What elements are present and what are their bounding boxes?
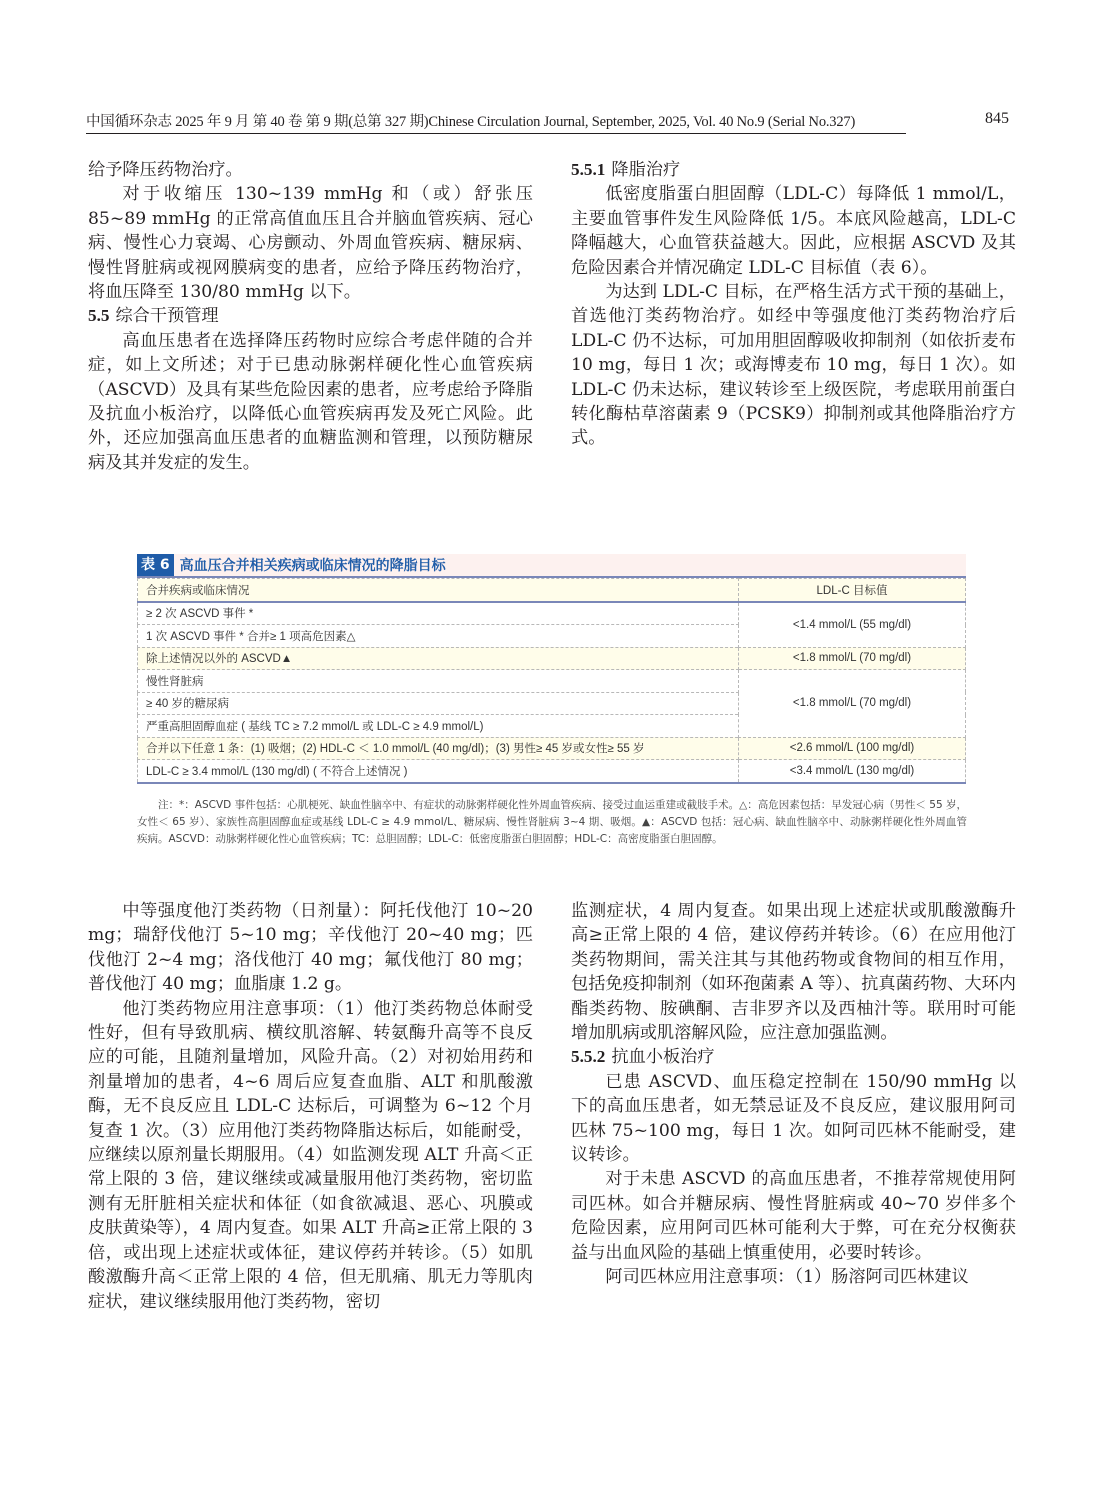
condition-cell: 1 次 ASCVD 事件 * 合并≥ 1 项高危因素△	[138, 625, 739, 648]
section-heading-5-5-2	[571, 1045, 1016, 1069]
section-number: 5.5.1	[571, 160, 606, 179]
table-row	[138, 602, 966, 625]
target-cell: <1.4 mmol/L (55 mg/dl)	[739, 602, 966, 648]
left-column-top	[88, 158, 533, 475]
footnote-text: 注：*：ASCVD 事件包括：心肌梗死、缺血性脑卒中、有症状的动脉粥样硬化性外周血管疾病、接受过血运重建或截肢手术。△：高危因素包括：早发冠心病（男性＜ 55 岁，女性＜ 65 岁）、家族性高胆固醇血症或基线 LDL-C ≥ 4.9 mmol/L、糖尿病、慢性肾脏病 3~4 期、吸烟。▲：ASCVD 包括：冠心病、缺血性脑卒中、动脉粥样硬化性外周血管疾病。ASCVD：动脉粥样硬化性心血管疾病；TC：总胆固醇；LDL-C：低密度脂蛋白胆固醇；HDL-C：高密度脂蛋白胆固醇。	[137, 799, 967, 845]
paragraph: 中等强度他汀类药物（日剂量）：阿托伐他汀 10~20 mg；瑞舒伐他汀 5~10 mg；辛伐他汀 20~40 mg；匹伐他汀 2~4 mg；洛伐他汀 40 mg；氟伐他汀 80 mg；普伐他汀 40 mg；血脂康 1.2 g。	[88, 901, 533, 995]
column-header-target: LDL-C 目标值	[739, 579, 966, 602]
column-header-condition: 合并疾病或临床情况	[138, 579, 739, 602]
paragraph: 高血压患者在选择降压药物时应综合考虑伴随的合并症，如上文所述；对于已患动脉粥样硬化性心血管疾病（ASCVD）及具有某些危险因素的患者，应考虑给予降脂及抗血小板治疗，以降低心血管疾病再发及死亡风险。此外，还应加强高血压患者的血糖监测和管理，以预防糖尿病及其并发症的发生。	[88, 330, 533, 473]
condition-cell: 除上述情况以外的 ASCVD▲	[138, 647, 739, 670]
table-row	[138, 647, 966, 670]
condition-cell: 合并以下任意 1 条：(1) 吸烟；(2) HDL-C ＜ 1.0 mmol/L (40 mg/dl)；(3) 男性≥ 45 岁或女性≥ 55 岁	[138, 737, 739, 760]
paragraph: 监测症状，4 周内复查。如果出现上述症状或肌酸激酶升高≥正常上限的 4 倍，建议停药并转诊。（6）在应用他汀类药物期间，需关注其与其他药物或食物间的相互作用，包括免疫抑制剂（如环孢菌素 A 等）、抗真菌药物、大环内酯类药物、胺碘酮、吉非罗齐以及西柚汁等。联用时可能增加肌病或肌溶解风险，应注意加强监测。	[571, 901, 1016, 1044]
condition-cell: 慢性肾脏病	[138, 670, 739, 693]
page-number: 845	[985, 110, 1009, 127]
table-6	[137, 554, 966, 784]
table-row	[138, 760, 966, 783]
paragraph: 对于收缩压 130~139 mmHg 和（或）舒张压 85~89 mmHg 的正常高值血压且合并脑血管疾病、冠心病、慢性心力衰竭、心房颤动、外周血管疾病、糖尿病、慢性肾脏病或视网膜病变的患者，应给予降压药物治疗，将血压降至 130/80 mmHg 以下。	[88, 184, 533, 303]
table-header-row	[138, 579, 966, 602]
right-column-bottom	[571, 899, 1016, 1290]
running-header: 中国循环杂志 2025 年 9 月 第 40 卷 第 9 期(总第 327 期)Chinese Circulation Journal, September, 2025, Vol. 40 No.9 (Serial No.327)	[86, 110, 906, 134]
target-cell: <3.4 mmol/L (130 mg/dl)	[739, 760, 966, 783]
section-title: 综合干预管理	[115, 306, 219, 327]
target-cell: <1.8 mmol/L (70 mg/dl)	[739, 670, 966, 738]
section-title: 降脂治疗	[611, 160, 681, 180]
table-row	[138, 670, 966, 693]
paragraph: 阿司匹林应用注意事项：（1）肠溶阿司匹林建议	[605, 1267, 969, 1288]
condition-cell: ≥ 2 次 ASCVD 事件 *	[138, 602, 739, 625]
condition-cell: ≥ 40 岁的糖尿病	[138, 692, 739, 715]
target-cell: <1.8 mmol/L (70 mg/dl)	[739, 647, 966, 670]
target-cell: <2.6 mmol/L (100 mg/dl)	[739, 737, 966, 760]
table-label: 表 6	[137, 554, 174, 576]
section-title: 抗血小板治疗	[611, 1047, 715, 1068]
paragraph: 低密度脂蛋白胆固醇（LDL-C）每降低 1 mmol/L，主要血管事件发生风险降低 1/5。本底风险越高，LDL-C 降幅越大，心血管获益越大。因此，应根据 ASCVD 及其危险因素合并情况确定 LDL-C 目标值（表 6）。	[571, 184, 1016, 278]
table-title: 高血压合并相关疾病或临床情况的降脂目标	[179, 558, 446, 574]
condition-cell: LDL-C ≥ 3.4 mmol/L (130 mg/dl) ( 不符合上述情况 )	[138, 760, 739, 783]
paragraph: 为达到 LDL-C 目标，在严格生活方式干预的基础上，首选他汀类药物治疗。如经中等强度他汀类药物治疗后 LDL-C 仍不达标，可加用胆固醇吸收抑制剂（如依折麦布 10 mg，每日 1 次；或海博麦布 10 mg，每日 1 次）。如 LDL-C 仍未达标，建议转诊至上级医院，考虑联用前蛋白转化酶枯草溶菌素 9（PCSK9）抑制剂或其他降脂治疗方式。	[571, 282, 1016, 449]
condition-cell: 严重高胆固醇血症 ( 基线 TC ≥ 7.2 mmol/L 或 LDL-C ≥ 4.9 mmol/L)	[138, 715, 739, 738]
paragraph: 他汀类药物应用注意事项：（1）他汀类药物总体耐受性好，但有导致肌病、横纹肌溶解、转氨酶升高等不良反应的可能，且随剂量增加，风险升高。（2）对初始用药和剂量增加的患者，4~6 周后应复查血脂、ALT 和肌酸激酶，无不良反应且 LDL-C 达标后，可调整为 6~12 个月复查 1 次。（3）应用他汀类药物降脂达标后，如能耐受，应继续以原剂量长期服用。（4）如监测发现 ALT 升高＜正常上限的 3 倍，建议继续或减量服用他汀类药物，密切监测有无肝脏相关症状和体征（如食欲减退、恶心、巩膜或皮肤黄染等），4 周内复查。如果 ALT 升高≥正常上限的 3 倍，或出现上述症状或体征，建议停药并转诊。（5）如肌酸激酶升高＜正常上限的 4 倍，但无肌痛、肌无力等肌肉症状，建议继续服用他汀类药物，密切	[88, 998, 533, 1312]
section-number: 5.5.2	[571, 1047, 606, 1067]
table-title-bar	[137, 554, 966, 578]
lipid-target-table	[137, 578, 966, 784]
table-row	[138, 737, 966, 760]
paragraph: 给予降压药物治疗。	[88, 160, 243, 180]
paragraph: 对于未患 ASCVD 的高血压患者，不推荐常规使用阿司匹林。如合并糖尿病、慢性肾脏病或 40~70 岁伴多个危险因素，应用阿司匹林可能利大于弊，可在充分权衡获益与出血风险的基础上慎重使用，必要时转诊。	[571, 1169, 1016, 1263]
table-footnote	[137, 797, 967, 848]
right-column-top	[571, 158, 1016, 451]
section-heading-5-5	[88, 304, 533, 328]
section-number: 5.5	[88, 306, 110, 326]
paragraph: 已患 ASCVD、血压稳定控制在 150/90 mmHg 以下的高血压患者，如无禁忌证及不良反应，建议服用阿司匹林 75~100 mg，每日 1 次。如阿司匹林不能耐受，建议转诊。	[571, 1071, 1016, 1166]
left-column-bottom	[88, 899, 533, 1314]
section-heading-5-5-1	[571, 158, 1016, 182]
